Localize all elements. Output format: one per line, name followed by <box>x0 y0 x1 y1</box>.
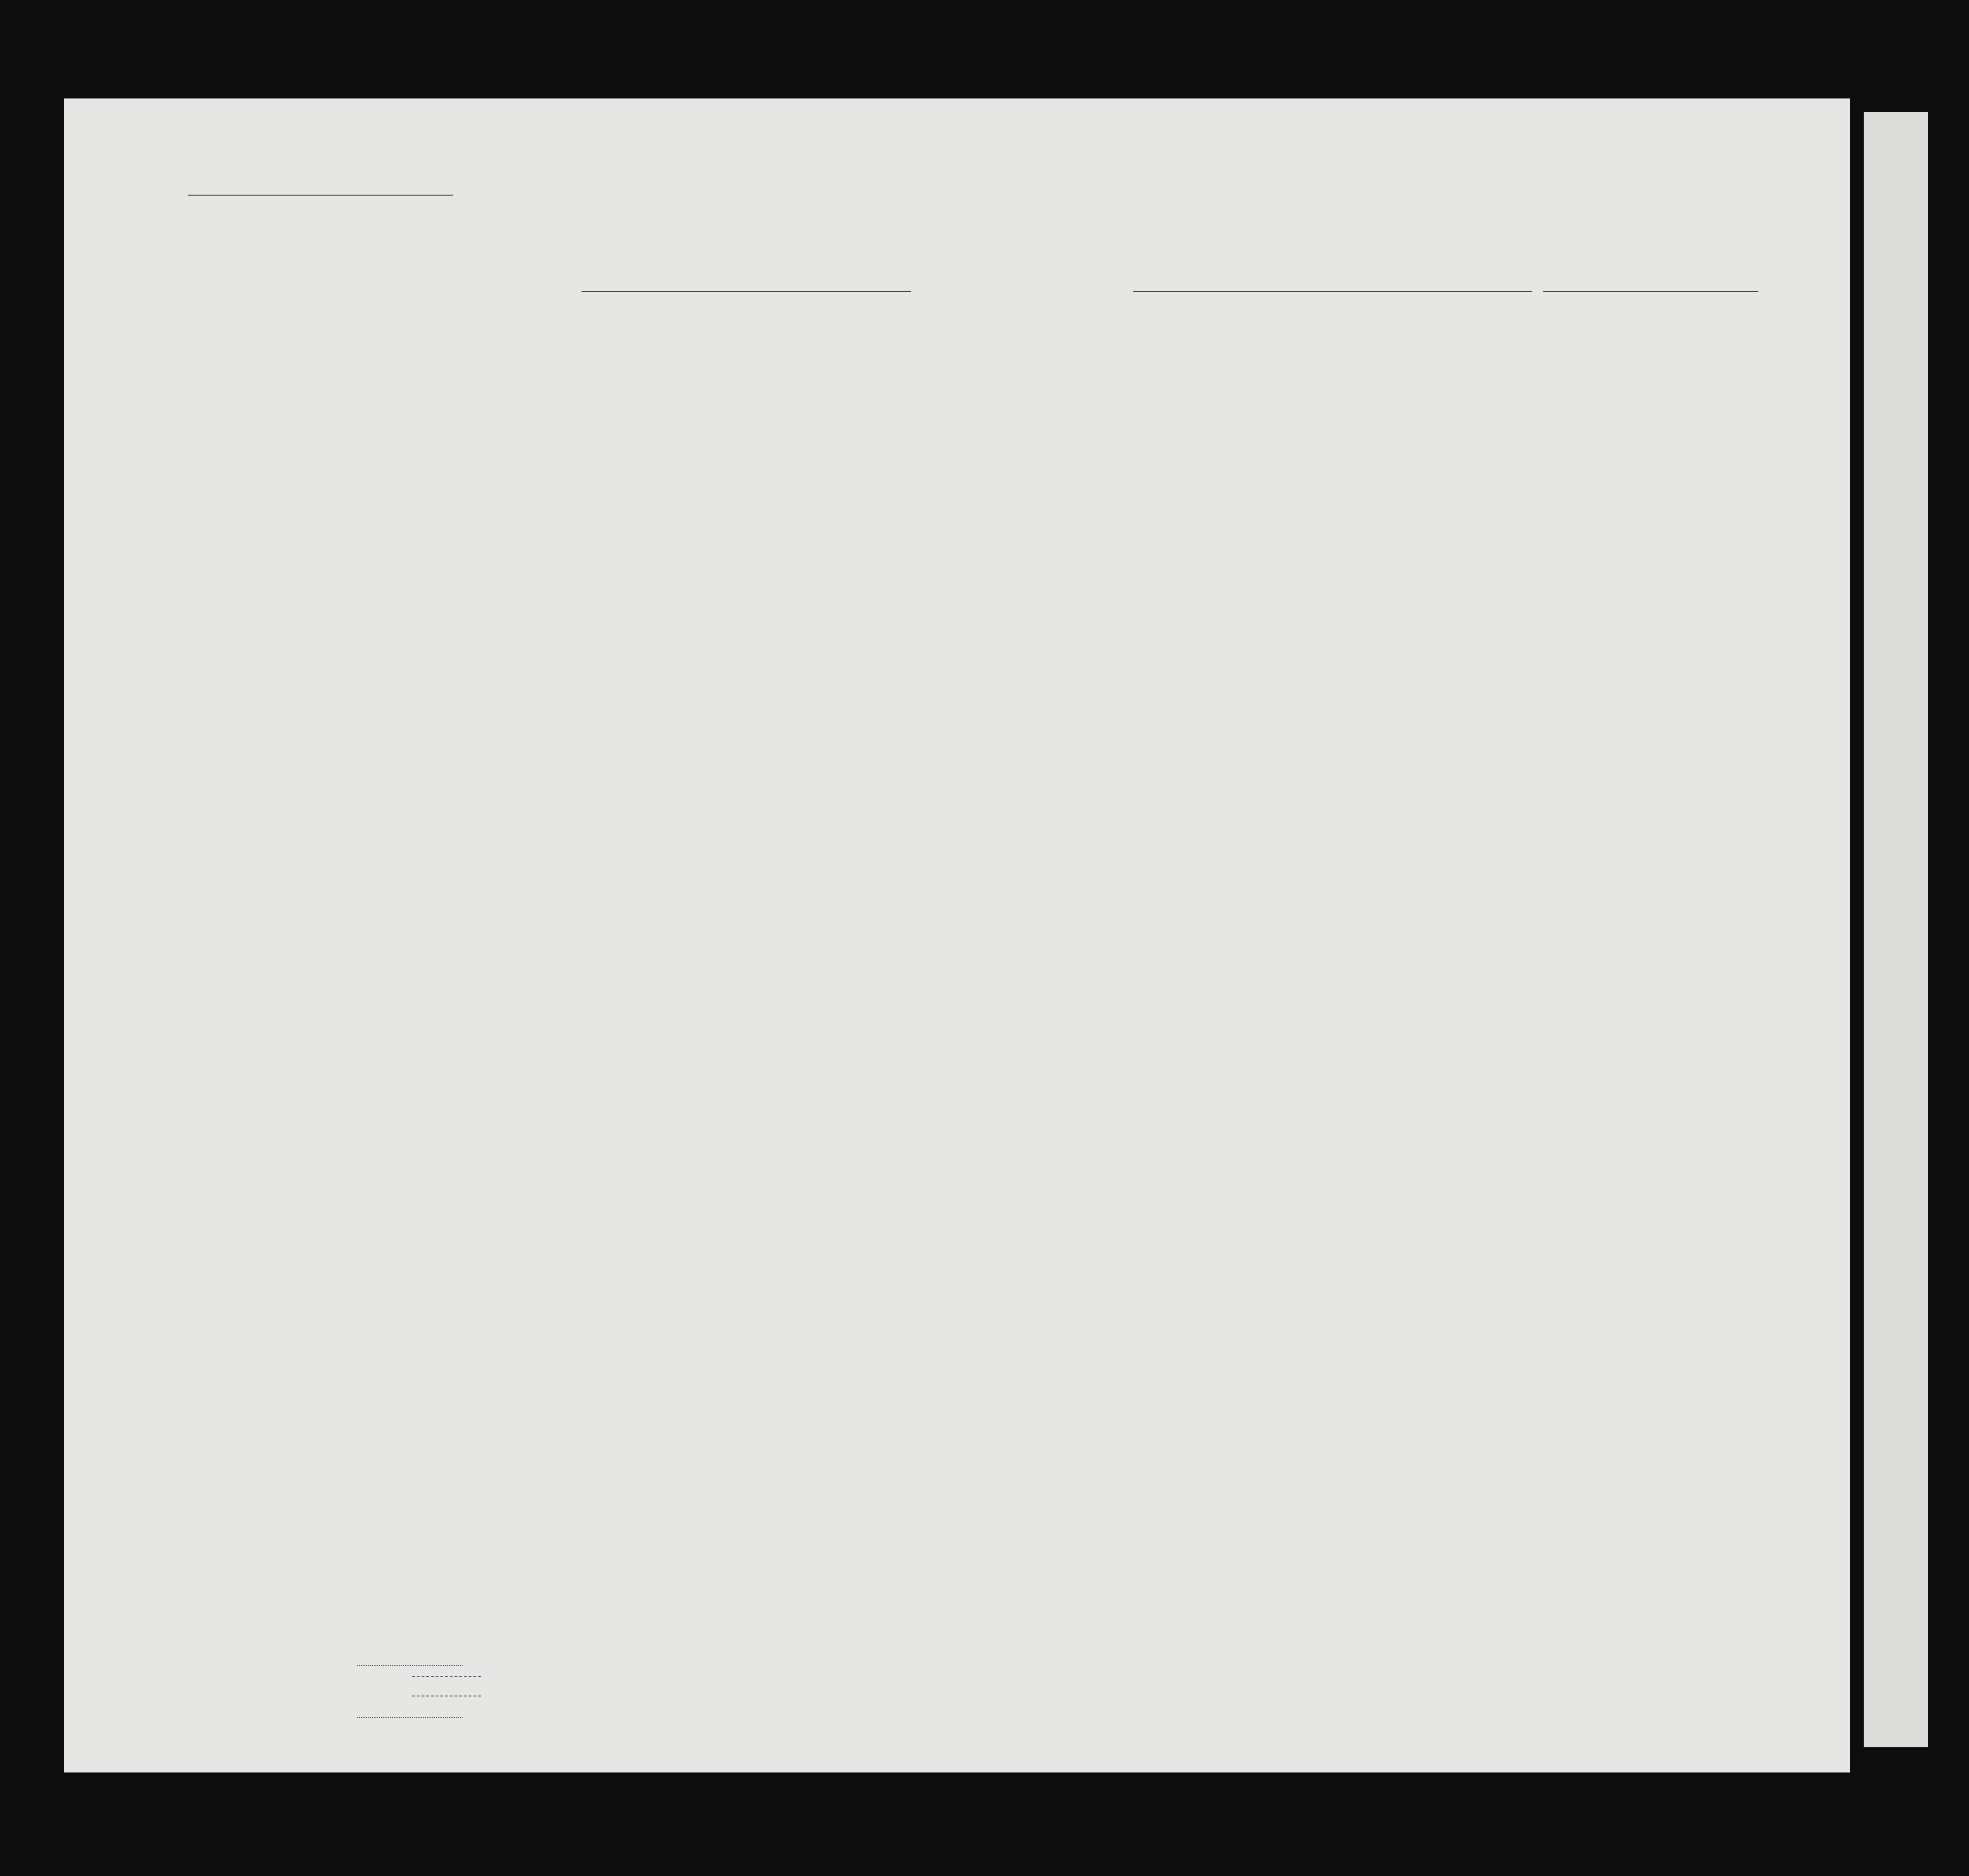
ship-underline <box>582 291 911 292</box>
footer-line-1 <box>412 1676 481 1677</box>
date-underline <box>1543 291 1758 292</box>
manifest-sheet <box>64 98 1850 1772</box>
adjacent-page-strip <box>1864 112 1928 1747</box>
footer-leaders <box>357 1665 462 1718</box>
port-underline <box>1133 291 1532 292</box>
list-underline <box>188 195 453 196</box>
ruled-grid <box>64 98 1850 1772</box>
